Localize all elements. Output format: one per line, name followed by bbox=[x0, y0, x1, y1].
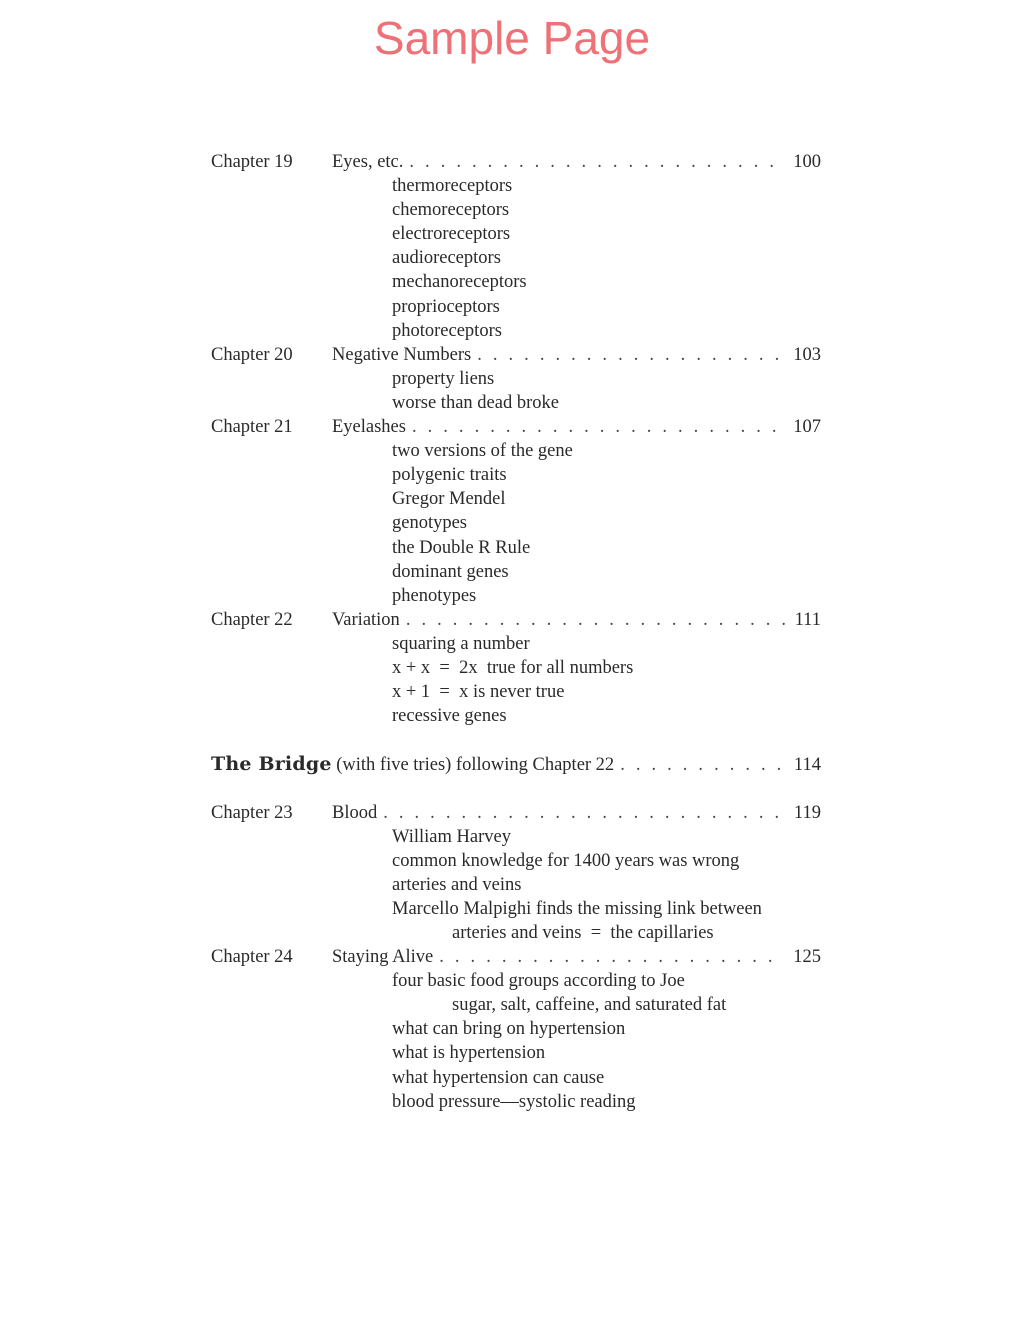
chapter-title: Blood bbox=[332, 802, 378, 823]
dot-leader bbox=[406, 608, 785, 632]
subtopic: Gregor Mendel bbox=[392, 489, 506, 510]
dot-leader bbox=[477, 343, 783, 367]
toc-entry-chapter-19[interactable] bbox=[211, 150, 821, 174]
toc-entry-chapter-20[interactable] bbox=[211, 343, 821, 367]
chapter-title: Staying Alive bbox=[332, 947, 434, 968]
subtopic: squaring a number bbox=[392, 633, 530, 654]
bridge-title-bold: The Bridge bbox=[211, 753, 332, 776]
subtopic: thermoreceptors bbox=[392, 176, 513, 197]
subtopic: polygenic traits bbox=[392, 465, 507, 486]
subtopic: what can bring on hypertension bbox=[392, 1019, 626, 1040]
subtopic: four basic food groups according to Joe bbox=[392, 971, 685, 992]
chapter-title: Eyes, etc. bbox=[332, 152, 404, 172]
subtopic: dominant genes bbox=[392, 561, 509, 582]
subtopic: proprioceptors bbox=[392, 296, 500, 317]
subtopic: worse than dead broke bbox=[392, 392, 559, 413]
subtopic: chemoreceptors bbox=[392, 200, 510, 221]
dot-leader bbox=[409, 150, 783, 174]
subtopic: audioreceptors bbox=[392, 248, 501, 269]
toc-entry-chapter-23[interactable] bbox=[211, 801, 821, 825]
chapter-label: Chapter 22 bbox=[211, 609, 293, 630]
table-of-contents bbox=[211, 150, 821, 1114]
subtopic: Marcello Malpighi finds the missing link between bbox=[392, 898, 762, 919]
subtopic: x + 1 = x is never true bbox=[392, 682, 565, 703]
chapter-label: Chapter 23 bbox=[211, 802, 293, 823]
page-number: 100 bbox=[793, 152, 821, 172]
chapter-label: Chapter 24 bbox=[211, 947, 293, 968]
chapter-label: Chapter 20 bbox=[211, 344, 293, 365]
page-number: 125 bbox=[793, 947, 821, 968]
subtopic: what hypertension can cause bbox=[392, 1067, 605, 1088]
toc-entry-chapter-24[interactable] bbox=[211, 945, 821, 969]
subtopic: William Harvey bbox=[392, 826, 511, 847]
page-number: 119 bbox=[793, 802, 821, 823]
subtopic: photoreceptors bbox=[392, 320, 502, 341]
chapter-title: Negative Numbers bbox=[332, 344, 472, 365]
subtopic: electroreceptors bbox=[392, 224, 511, 245]
page-number: 111 bbox=[794, 609, 821, 630]
chapter-label: Chapter 21 bbox=[211, 417, 293, 438]
toc-entry-chapter-22[interactable] bbox=[211, 608, 821, 632]
subtopic: phenotypes bbox=[392, 585, 477, 606]
bridge-title bbox=[211, 752, 620, 777]
toc-entry-chapter-21[interactable] bbox=[211, 415, 821, 439]
subtopic-continuation: arteries and veins = the capillaries bbox=[452, 923, 714, 943]
subtopic: x + x = 2x true for all numbers bbox=[392, 657, 634, 678]
dot-leader bbox=[383, 801, 784, 825]
page-number: 103 bbox=[793, 344, 821, 365]
bridge-title-rest: (with five tries) following Chapter 22 bbox=[336, 755, 615, 776]
subtopic-continuation: sugar, salt, caffeine, and saturated fat bbox=[452, 995, 727, 1016]
page-number: 107 bbox=[793, 417, 821, 438]
subtopic: property liens bbox=[392, 368, 495, 389]
subtopic: the Double R Rule bbox=[392, 537, 531, 558]
chapter-title: Eyelashes bbox=[332, 417, 406, 438]
toc-entry-the-bridge[interactable] bbox=[211, 752, 821, 776]
subtopic: common knowledge for 1400 years was wrong bbox=[392, 850, 740, 871]
dot-leader bbox=[439, 945, 783, 969]
chapter-label: Chapter 19 bbox=[211, 152, 293, 172]
subtopic: blood pressure—systolic reading bbox=[392, 1091, 636, 1112]
subtopic: recessive genes bbox=[392, 706, 507, 727]
dot-leader bbox=[620, 753, 784, 777]
sample-page-watermark: Sample Page bbox=[373, 12, 651, 64]
dot-leader bbox=[412, 415, 783, 439]
subtopic: arteries and veins bbox=[392, 874, 522, 895]
chapter-title: Variation bbox=[332, 609, 400, 630]
subtopic: what is hypertension bbox=[392, 1043, 546, 1064]
page-number: 114 bbox=[793, 755, 821, 776]
subtopic: two versions of the gene bbox=[392, 441, 573, 462]
subtopic: genotypes bbox=[392, 513, 468, 534]
subtopic: mechanoreceptors bbox=[392, 272, 527, 293]
